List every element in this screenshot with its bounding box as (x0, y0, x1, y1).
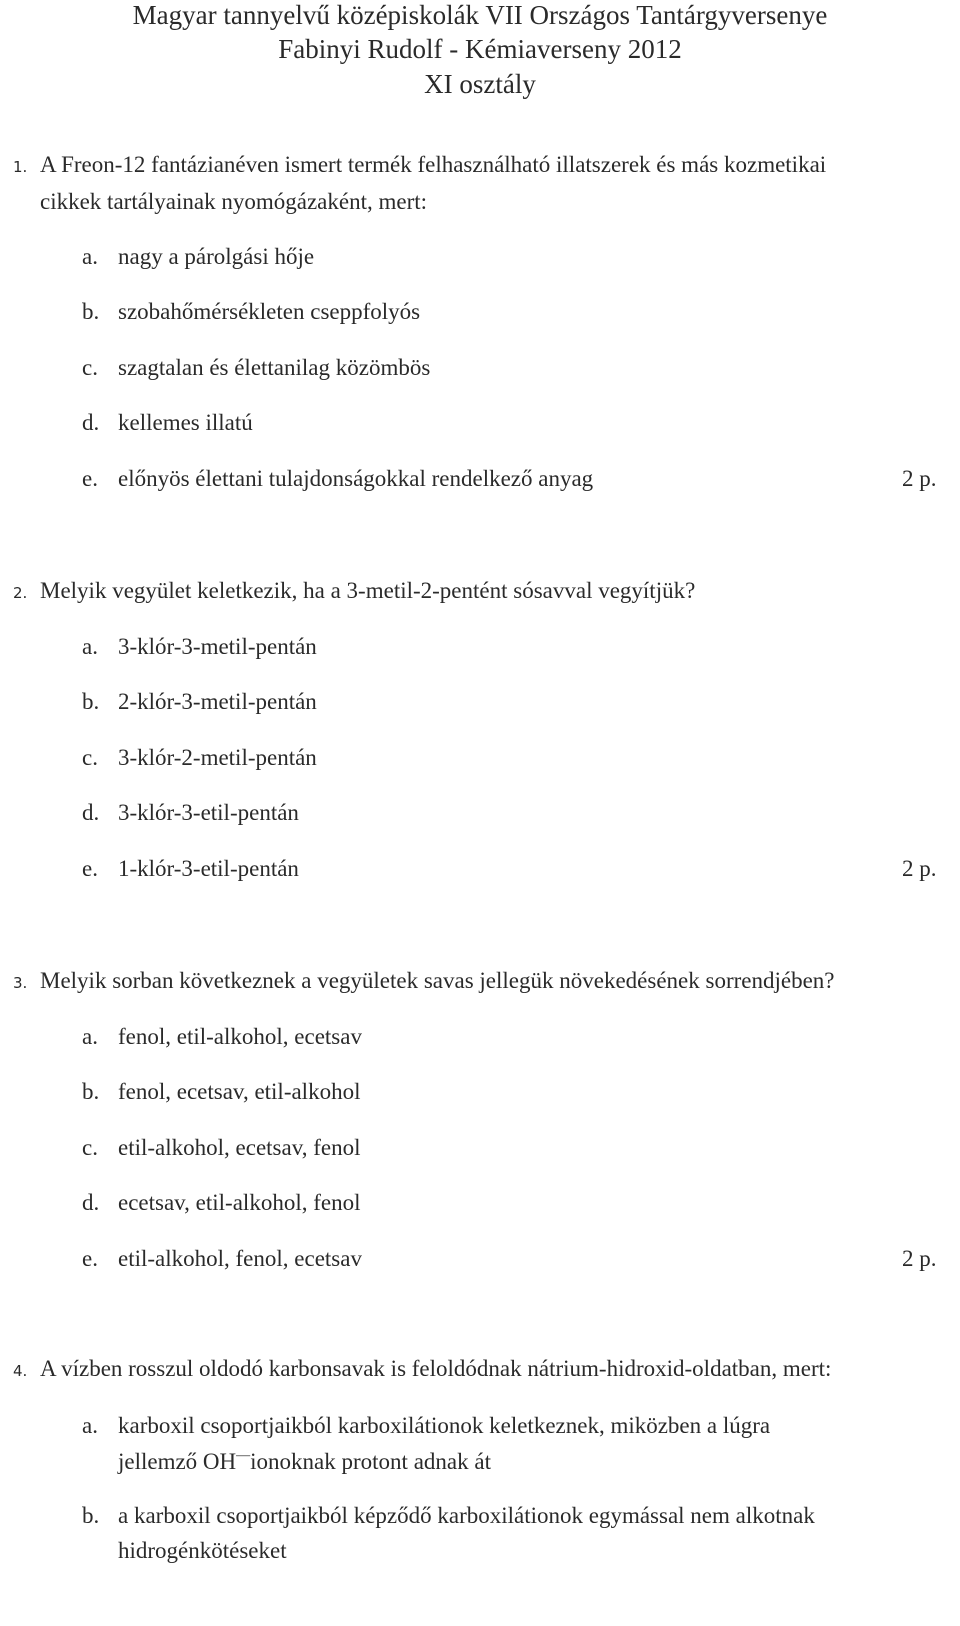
superscript-charge: — (236, 1448, 251, 1463)
option-letter: b. (82, 689, 100, 714)
option-letter: e. (82, 466, 98, 491)
question-number: 4. (13, 1362, 28, 1380)
option-text: 2-klór-3-metil-pentán (118, 689, 317, 714)
option-text: ecetsav, etil-alkohol, fenol (118, 1190, 361, 1215)
option-letter: d. (82, 800, 100, 825)
question-points: 2 p. (902, 856, 937, 881)
option-text: etil-alkohol, fenol, ecetsav (118, 1246, 362, 1271)
question-text: Melyik vegyület keletkezik, ha a 3-metil-2-pentént sósavval vegyítjük? (40, 578, 696, 603)
option-letter: d. (82, 410, 100, 435)
option-text-continued: jellemző OH—ionoknak protont adnak át (118, 1448, 491, 1474)
option-text-continued: hidrogénkötéseket (118, 1538, 287, 1563)
option-letter: a. (82, 1024, 98, 1049)
option-letter: b. (82, 299, 100, 324)
question-points: 2 p. (902, 1246, 937, 1271)
question-number: 3. (13, 974, 28, 992)
question-text-continued: cikkek tartályainak nyomógázaként, mert: (40, 189, 428, 214)
header-competition-title: Magyar tannyelvű középiskolák VII Országos Tantárgyversenye (132, 0, 828, 30)
option-text: 1-klór-3-etil-pentán (118, 856, 299, 881)
option-letter: a. (82, 244, 98, 269)
question-number: 1. (13, 158, 28, 176)
option-text: kellemes illatú (118, 410, 253, 435)
option-text: a karboxil csoportjaikból képződő karboxilátionok egymással nem alkotnak (118, 1503, 815, 1528)
option-text: szagtalan és élettanilag közömbös (118, 355, 431, 380)
option-text: 3-klór-3-etil-pentán (118, 800, 299, 825)
option-text: 3-klór-3-metil-pentán (118, 634, 317, 659)
option-letter: a. (82, 634, 98, 659)
option-text: karboxil csoportjaikból karboxilátionok keletkeznek, miközben a lúgra (118, 1413, 771, 1438)
option-text: etil-alkohol, ecetsav, fenol (118, 1135, 361, 1160)
question-number: 2. (13, 584, 28, 602)
option-text: fenol, ecetsav, etil-alkohol (118, 1079, 361, 1104)
option-letter: c. (82, 1135, 98, 1160)
option-text: szobahőmérsékleten cseppfolyós (118, 299, 421, 324)
option-letter: b. (82, 1503, 100, 1528)
option-letter: d. (82, 1190, 100, 1215)
header-contest-name: Fabinyi Rudolf - Kémiaverseny 2012 (278, 34, 682, 64)
option-text: nagy a párolgási hője (118, 244, 315, 269)
option-text: 3-klór-2-metil-pentán (118, 745, 317, 770)
question-points: 2 p. (902, 466, 937, 491)
option-letter: b. (82, 1079, 100, 1104)
option-letter: a. (82, 1413, 98, 1438)
option-text: előnyös élettani tulajdonságokkal rendelkező anyag (118, 466, 594, 491)
question-text: Melyik sorban következnek a vegyületek savas jellegük növekedésének sorrendjében? (40, 968, 835, 993)
question-text: A vízben rosszul oldodó karbonsavak is feloldódnak nátrium-hidroxid-oldatban, mert: (40, 1356, 832, 1381)
option-letter: e. (82, 856, 98, 881)
header-grade: XI osztály (424, 69, 536, 99)
option-letter: c. (82, 745, 98, 770)
option-letter: c. (82, 355, 98, 380)
question-text: A Freon-12 fantázianéven ismert termék felhasználható illatszerek és más kozmetikai (40, 152, 827, 177)
option-text: fenol, etil-alkohol, ecetsav (118, 1024, 362, 1049)
option-letter: e. (82, 1246, 98, 1271)
